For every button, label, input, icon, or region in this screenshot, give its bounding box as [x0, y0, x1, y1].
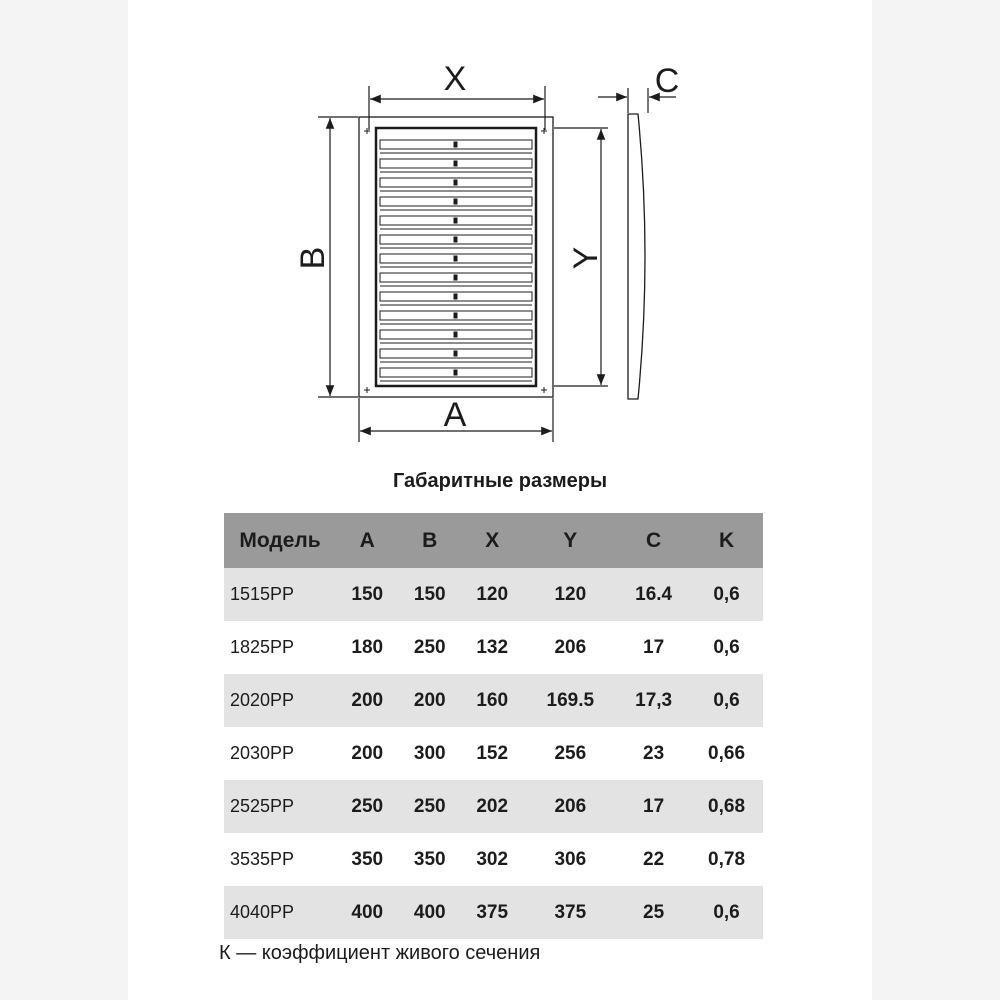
cell-x: 375 [461, 886, 523, 939]
louver-center-mark [454, 199, 457, 204]
louver-center-mark [454, 218, 457, 223]
table-row [224, 727, 763, 780]
cell-k: 0,78 [708, 848, 746, 870]
table-row [224, 621, 763, 674]
louver-center-mark [454, 275, 457, 280]
louver-center-mark [454, 294, 457, 299]
dimension-label-b: B [294, 246, 332, 270]
table-row [224, 886, 763, 939]
dimension-label-y: Y [567, 246, 605, 270]
cell-model: 3535PP [230, 849, 295, 869]
cell-c: 23 [643, 742, 665, 764]
cell-c: 25 [617, 886, 690, 939]
table-row [224, 568, 763, 621]
dimension-label-a: A [443, 396, 467, 434]
cell-c: 22 [643, 848, 665, 870]
louver-center-mark [454, 370, 457, 375]
column-header: A [336, 513, 398, 568]
cell-b: 250 [398, 780, 460, 833]
cell-k: 0,6 [713, 636, 740, 658]
dimension-label-c: C [654, 62, 680, 100]
table-title: Габаритные размеры [392, 470, 608, 492]
cell-a: 200 [351, 742, 384, 764]
cell-a: 350 [351, 848, 384, 870]
cell-x: 152 [476, 742, 509, 764]
cell-a: 180 [351, 636, 384, 658]
cell-model: 2020PP [224, 674, 336, 727]
cell-k: 0,6 [690, 674, 763, 727]
cell-model: 4040PP [224, 886, 336, 939]
footnote: К — коэффициент живого сечения [219, 942, 541, 964]
cell-c: 17,3 [617, 674, 690, 727]
cell-model: 2030PP [230, 743, 295, 763]
cell-b: 300 [413, 742, 446, 764]
dimension-label-x: X [443, 60, 467, 98]
table-row [224, 674, 763, 727]
cell-x: 120 [461, 568, 523, 621]
cell-y: 206 [523, 780, 617, 833]
cell-y: 256 [554, 742, 587, 764]
column-header: K [690, 513, 763, 568]
cell-y: 120 [523, 568, 617, 621]
cell-c: 17 [617, 780, 690, 833]
cell-k: 0,6 [690, 886, 763, 939]
cell-y: 206 [554, 636, 587, 658]
cell-a: 150 [336, 568, 398, 621]
cell-b: 250 [413, 636, 446, 658]
column-header: Модель [224, 513, 336, 568]
cell-b: 200 [398, 674, 460, 727]
column-header: C [617, 513, 690, 568]
dimensions-table [224, 513, 763, 939]
cell-a: 400 [336, 886, 398, 939]
louver-center-mark [454, 351, 457, 356]
cell-a: 200 [336, 674, 398, 727]
table-header-row [224, 513, 763, 568]
cell-k: 0,68 [690, 780, 763, 833]
cell-b: 150 [398, 568, 460, 621]
cell-model: 2525PP [224, 780, 336, 833]
cell-x: 160 [461, 674, 523, 727]
cell-x: 132 [476, 636, 509, 658]
cell-x: 202 [461, 780, 523, 833]
louver-center-mark [454, 237, 457, 242]
cell-c: 17 [643, 636, 665, 658]
cell-y: 375 [523, 886, 617, 939]
louver-center-mark [454, 313, 457, 318]
grille-side-profile [628, 114, 645, 399]
louver-center-mark [454, 161, 457, 166]
cell-k: 0,66 [708, 742, 746, 764]
louver-center-mark [454, 142, 457, 147]
cell-b: 400 [398, 886, 460, 939]
table-row [224, 780, 763, 833]
cell-b: 350 [413, 848, 446, 870]
cell-x: 302 [476, 848, 509, 870]
cell-model: 1515PP [224, 568, 336, 621]
louver-center-mark [454, 256, 457, 261]
cell-model: 1825PP [230, 637, 295, 657]
cell-c: 16.4 [617, 568, 690, 621]
column-header: B [398, 513, 460, 568]
louver-center-mark [454, 332, 457, 337]
column-header: X [461, 513, 523, 568]
table-row [224, 833, 763, 886]
cell-y: 169.5 [523, 674, 617, 727]
cell-y: 306 [554, 848, 587, 870]
louver-center-mark [454, 180, 457, 185]
cell-a: 250 [336, 780, 398, 833]
grille-dimension-drawing [0, 0, 1000, 460]
cell-k: 0,6 [690, 568, 763, 621]
column-header: Y [523, 513, 617, 568]
